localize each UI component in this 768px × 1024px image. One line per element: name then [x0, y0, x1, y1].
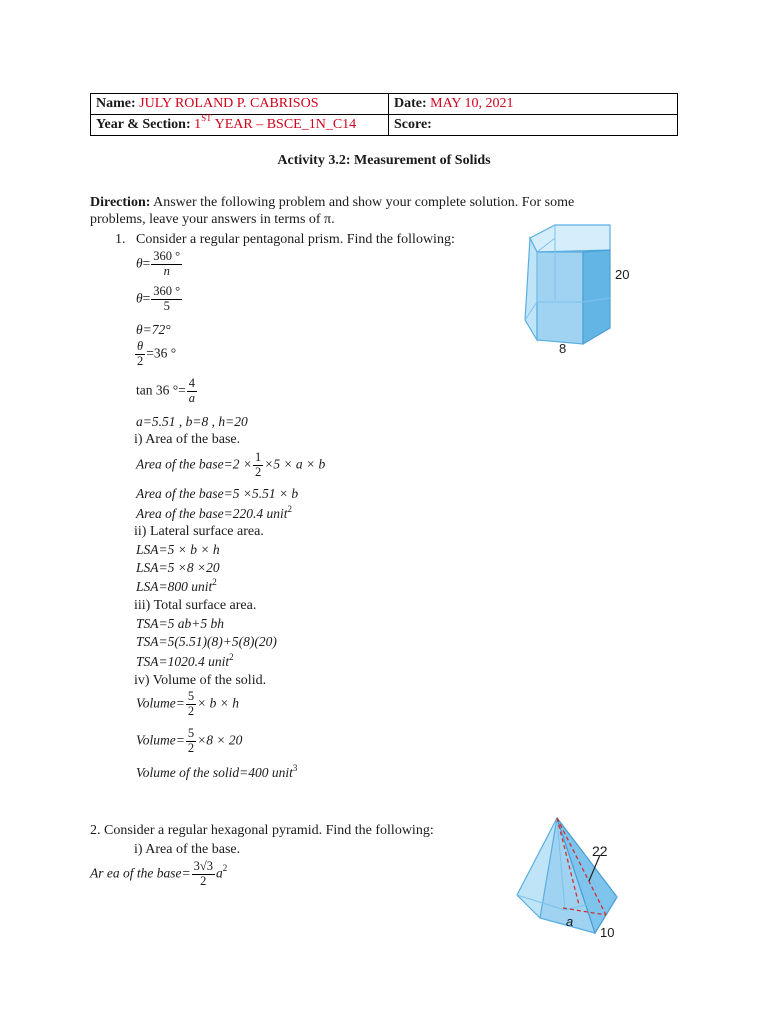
- direction-line2: problems, leave your answers in terms of π.: [90, 212, 335, 227]
- part-ii-label: ii) Lateral surface area.: [134, 524, 264, 539]
- name-value: JULY ROLAND P. CABRISOS: [139, 96, 319, 111]
- year-cell: [91, 115, 389, 136]
- eq-base-3: Area of the base=220.4 unit$^2$: [136, 503, 292, 521]
- direction-line1: Answer the following problem and show your complete solution. For some: [150, 195, 575, 210]
- year-value: 1ST YEAR – BSCE_1N_C14: [194, 113, 357, 132]
- prism-height-label: 20: [615, 267, 630, 282]
- eq-values: a=5.51 , b=8 , h=20: [136, 414, 248, 429]
- name-label: Name:: [96, 96, 136, 111]
- prism-right-face: [583, 250, 610, 344]
- problem2-part-i-label: i) Area of the base.: [134, 842, 241, 857]
- prism-base-label: 8: [559, 341, 567, 356]
- pentagonal-prism-figure: [515, 220, 635, 360]
- eq-vol-1: Volume= $\frac{5}{2}$ × b × h: [136, 689, 239, 718]
- eq-vol-2: Volume= $\frac{5}{2}$ ×8 × 20: [136, 726, 243, 755]
- eq-theta-72: θ=72°: [136, 322, 171, 337]
- eq-base-2: Area of the base=5 ×5.51 × b: [136, 486, 299, 501]
- problem1-number: 1.: [115, 232, 126, 247]
- pyramid-apothem-label: a: [566, 914, 574, 929]
- eq-theta-5: θ= $\frac{360 ^\circ}{5}$: [136, 284, 181, 313]
- eq-hex-base: Ar ea of the base= $\frac{3√3}{2}$ $a^2$: [90, 859, 228, 888]
- direction-label: Direction:: [90, 195, 151, 210]
- date-label: Date:: [394, 96, 427, 111]
- part-iii-label: iii) Total surface area.: [134, 598, 257, 613]
- year-label: Year & Section:: [96, 117, 191, 132]
- name-cell: [91, 94, 389, 115]
- eq-tsa-1: TSA=5 ab+5 bh: [136, 616, 224, 631]
- score-cell: [389, 115, 678, 136]
- eq-theta-half: $\frac{\theta}{2}$ =36 °: [137, 339, 177, 368]
- pyramid-base-label: 10: [600, 925, 615, 940]
- problem2-statement: 2. Consider a regular hexagonal pyramid. Find the following:: [90, 823, 434, 838]
- eq-base-1: Area of the base=2 × $\frac{1}{2}$ ×5 × a × b: [136, 450, 326, 479]
- eq-tsa-2: TSA=5(5.51)(8)+5(8)(20): [136, 634, 277, 649]
- eq-theta-n: θ= $\frac{360 ^\circ}{n}$: [136, 249, 181, 278]
- score-label: Score:: [394, 117, 432, 132]
- pyramid-slant-label: 22: [592, 843, 608, 859]
- header-table: [90, 93, 678, 136]
- eq-vol-3: Volume of the solid=400 unit$^3$: [136, 762, 298, 780]
- prism-left-face: [525, 238, 537, 340]
- eq-tsa-3: TSA=1020.4 unit$^2$: [136, 651, 234, 669]
- prism-front-face: [537, 252, 583, 344]
- date-value: MAY 10, 2021: [430, 96, 514, 111]
- eq-tan: tan 36 °= $\frac{4}{a}$: [136, 376, 196, 405]
- eq-lsa-3: LSA=800 unit$^2$: [136, 576, 217, 594]
- eq-lsa-2: LSA=5 ×8 ×20: [136, 560, 220, 575]
- eq-lsa-1: LSA=5 × b × h: [136, 542, 220, 557]
- page-title: Activity 3.2: Measurement of Solids: [277, 153, 491, 168]
- part-i-label: i) Area of the base.: [134, 432, 241, 447]
- hexagonal-pyramid-figure: [505, 815, 625, 940]
- direction-text: [90, 193, 678, 213]
- date-cell: [389, 94, 678, 115]
- part-iv-label: iv) Volume of the solid.: [134, 673, 267, 688]
- problem1-statement: Consider a regular pentagonal prism. Find the following:: [136, 232, 455, 247]
